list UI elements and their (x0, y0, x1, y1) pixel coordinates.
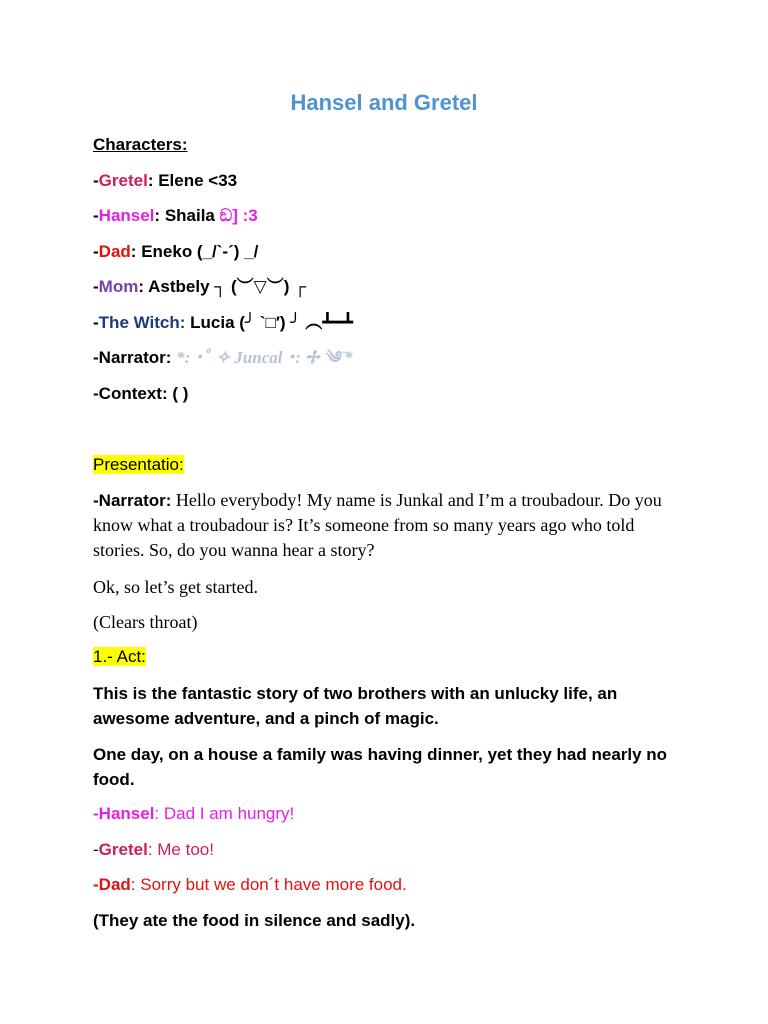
role-hansel: Hansel (98, 206, 155, 225)
narrator-actor: *: ･ﾟ ✧ Juncal ･: ✢ ༄ ̈* (176, 348, 353, 367)
closing-line: (They ate the food in silence and sadly). (93, 911, 416, 930)
line-dad: : Sorry but we don´t have more food. (130, 875, 407, 894)
dash: - (93, 171, 99, 190)
presentation-label: Presentatio: (93, 455, 184, 474)
character-dad (93, 241, 693, 263)
character-gretel (93, 170, 693, 192)
ok-line: Ok, so let’s get started. (93, 577, 258, 597)
actor-hansel: Shaila (164, 206, 220, 225)
role-witch: The Witch: (98, 313, 186, 332)
line-gretel: : Me too! (147, 840, 214, 859)
clears-throat: (Clears throat) (93, 612, 198, 632)
narrator-intro (93, 488, 683, 563)
act-heading (93, 646, 693, 668)
narrator-role: -Narrator: (93, 348, 172, 367)
context-label: -Context: ( ) (93, 384, 189, 403)
sep: : (147, 171, 159, 190)
dialogue-gretel (93, 839, 693, 861)
dash: - (93, 875, 99, 894)
role-gretel: Gretel (98, 171, 148, 190)
document-title: Hansel and Gretel (290, 90, 478, 115)
story-paragraph-2: One day, on a house a family was having dinner, yet they had nearly no food. (93, 745, 668, 789)
dash: - (93, 206, 99, 225)
dash: - (93, 804, 99, 823)
characters-heading: Characters: (93, 135, 188, 154)
character-mom (93, 276, 693, 298)
character-witch (93, 312, 693, 334)
narrator-label: -Narrator: (93, 491, 172, 510)
dialogue-dad (93, 874, 693, 896)
speaker-dad: Dad (98, 875, 131, 894)
story-paragraph-1: This is the fantastic story of two brothers with an unlucky life, an awesome adventure, and a pinch of magic. (93, 684, 618, 728)
speaker-hansel: Hansel (98, 804, 155, 823)
sep: : (138, 277, 149, 296)
dash: - (93, 277, 99, 296)
narrator-speech: Hello everybody! My name is Junkal and I’m a troubadour. Do you know what a troubadour is? It’s someone from so many years ago who told stories. So, do you wanna hear a story? (93, 490, 662, 560)
speaker-gretel: Gretel (98, 840, 148, 859)
character-context (93, 383, 693, 405)
line-hansel: : Dad I am hungry! (154, 804, 295, 823)
dash: - (93, 313, 99, 332)
dash: - (93, 242, 99, 261)
sep: : (130, 242, 142, 261)
dialogue-hansel (93, 803, 693, 825)
actor-dad: Eneko (_/`-´) _/ (141, 242, 259, 261)
presentation-heading (93, 454, 693, 476)
hansel-emoticon: ඞ] :3 (219, 206, 258, 225)
character-narrator (93, 347, 693, 369)
dash: - (93, 840, 99, 859)
sep: : (154, 206, 165, 225)
act-label: 1.- Act: (93, 647, 146, 666)
actor-gretel: Elene <33 (158, 171, 238, 190)
actor-witch: Lucia (╯ `□′) ╯ ︵┻━┻ (190, 313, 353, 332)
character-hansel (93, 205, 693, 227)
role-mom: Mom (98, 277, 139, 296)
actor-mom: Astbely ┐ (︶▽︶) ┌ (148, 277, 307, 296)
role-dad: Dad (98, 242, 131, 261)
